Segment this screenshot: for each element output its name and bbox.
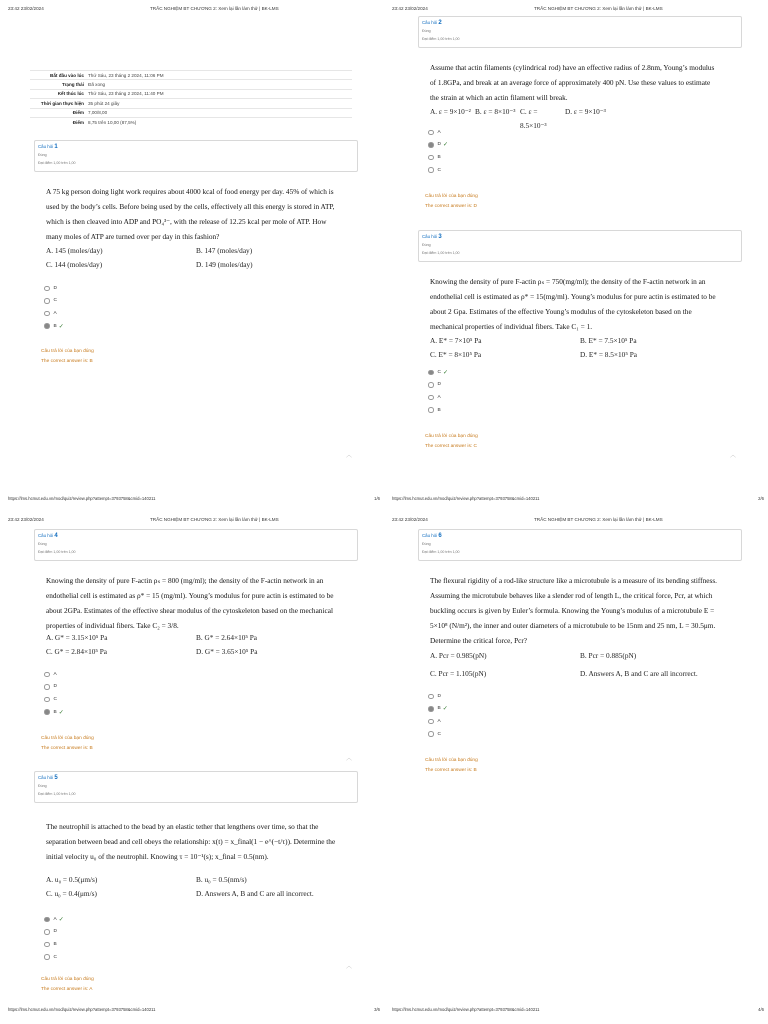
summary-row: Thời gian thực hiện 35 phút 24 giây xyxy=(30,98,352,107)
pdf-page-2 xyxy=(392,4,764,504)
question-text: Assume that actin filaments (cylindrical rod) have an effective radius of 2.8nm, Young’s modulus of 1.8GPa, and break at an average force of approximately 400 pN. Use these values to estimate the strain at which an actin filament will break. xyxy=(430,63,715,102)
answer-radio[interactable]: B ✓ xyxy=(44,320,64,333)
answer-radio[interactable]: B xyxy=(428,404,448,417)
summary-row: Điểm 7,00/8,00 xyxy=(30,108,352,117)
pdf-page-3 xyxy=(8,515,380,1015)
feedback: Câu trả lời của bạn đúng The correct answer is: B xyxy=(41,736,94,751)
page-header xyxy=(8,4,380,16)
chevron-up-icon[interactable]: ︿ xyxy=(730,453,737,459)
print-title: TRẮC NGHIỆM BT CHƯƠNG 2: Xem lại lần làm thử | BK-LMS xyxy=(150,6,279,11)
answer-radio-list xyxy=(428,126,448,176)
chevron-up-icon[interactable]: ︿ xyxy=(346,756,353,762)
chevron-up-icon[interactable]: ︿ xyxy=(346,453,353,459)
answer-radio[interactable]: D ✓ xyxy=(428,139,448,152)
feedback: Câu trả lời của bạn đúng The correct answer is: D xyxy=(425,194,478,209)
feedback: Câu trả lời của bạn đúng The correct answer is: C xyxy=(425,434,478,449)
answer-options: A. u₀ = 0.5(μm/s) B. u₀ = 0.5(nm/s) C. u₀ = 0.4(μm/s) D. Answers A, B and C are all incorrect. xyxy=(46,875,314,898)
page-footer: https://lms.hcmut.edu.vn/mod/quiz/review.php?attempt=3793758&cmid=140211 3/6 xyxy=(8,1007,380,1012)
answer-radio-list xyxy=(428,690,448,740)
answer-radio[interactable]: B xyxy=(428,151,448,164)
question-text: The neutrophil is attached to the bead by an elastic tether that lengthens over time, so that the separation between bead and cell obeys the relationship: x(t) = x_final(1 − e^(−t/τ)). Determine the initial velocity u₀ of the neutrophil. Knowing τ = 10⁻¹(s); x_final = 0.5(nm). xyxy=(46,822,336,861)
answer-radio[interactable]: C ✓ xyxy=(428,366,448,379)
question-info-box: Câu hỏi 4 Đúng Đạt điểm 1,00 trên 1,00 xyxy=(34,529,358,561)
correct-check-icon: ✓ xyxy=(442,369,448,376)
answer-radio[interactable]: C xyxy=(44,951,64,964)
answer-radio[interactable]: D xyxy=(428,379,448,392)
page-footer: https://lms.hcmut.edu.vn/mod/quiz/review.php?attempt=3793758&cmid=140211 1/6 xyxy=(8,496,380,501)
summary-row: Kết thúc lúc Thứ Sáu, 23 tháng 2 2024, 11:40 PM xyxy=(30,89,352,98)
feedback: Câu trả lời của bạn đúng The correct answer is: B xyxy=(41,349,94,364)
correct-check-icon: ✓ xyxy=(58,709,64,716)
question-info-box: Câu hỏi 2 Đúng Đạt điểm 1,00 trên 1,00 xyxy=(418,16,742,48)
chevron-up-icon[interactable]: ︿ xyxy=(346,964,353,970)
answer-radio[interactable]: B xyxy=(44,938,64,951)
answer-options: A. 145 (moles/day) B. 147 (moles/day) C. 144 (moles/day) D. 149 (moles/day) xyxy=(46,246,253,269)
correct-check-icon: ✓ xyxy=(58,916,64,923)
answer-radio[interactable]: B ✓ xyxy=(44,706,64,719)
answer-radio[interactable]: C xyxy=(428,728,448,741)
print-datetime: 23:42 23/02/2024 xyxy=(8,6,44,11)
page-header: 23:42 23/02/2024 TRẮC NGHIỆM BT CHƯƠNG 2: Xem lại lần làm thử | BK-LMS xyxy=(8,517,279,522)
page-header: 23:42 23/02/2024 TRẮC NGHIỆM BT CHƯƠNG 2: Xem lại lần làm thử | BK-LMS xyxy=(392,517,663,522)
answer-radio[interactable]: C xyxy=(44,693,64,706)
answer-radio[interactable]: D xyxy=(44,681,64,694)
answer-radio-list xyxy=(44,282,64,332)
question-text: The flexural rigidity of a rod-like structure like a microtubule is a measure of its bending stiffness. Assuming the microtubule behaves like a slender rod of length L, the critical force, Pcr, at which buckling occurs is given by Euler’s formula. Knowing the Young’s modulus of a microtubule E = 5×10⁸ (N/m²), the inner and outer diameters of a microtubule to be 15nm and 25 nm, L = 30.5μm. Determine the critical force, Pcr? xyxy=(430,576,717,645)
question-text: A 75 kg person doing light work requires about 4000 kcal of food energy per day. 45% of which is used by the body’s cells. Before being used by the cells, effectively all this energy is stored in ATP, which is then cleaved into ADP and PO₄³⁻, with the release of 12.25 kcal per mole of ATP. How many moles of ATP are turned over per day in this fashion? xyxy=(46,187,335,241)
question-info-box: Câu hỏi 5 Đúng Đạt điểm 1,00 trên 1,00 xyxy=(34,771,358,803)
answer-options: A. Pcr = 0.985(pN) B. Pcr = 0.885(pN) C. Pcr = 1.105(pN) D. Answers A, B and C are all incorrect. xyxy=(430,651,698,678)
answer-radio[interactable]: A ✓ xyxy=(44,913,64,926)
answer-radio-list xyxy=(44,668,64,718)
answer-options: A. G* = 3.15×10⁵ Pa B. G* = 2.64×10⁵ Pa C. G* = 2.84×10⁵ Pa D. G* = 3.65×10⁵ Pa xyxy=(46,633,258,656)
feedback: Câu trả lời của bạn đúng The correct answer is: B xyxy=(425,758,478,773)
question-info-box: Câu hỏi 6 Đúng Đạt điểm 1,00 trên 1,00 xyxy=(418,529,742,561)
pdf-page-1 xyxy=(8,4,380,504)
page-header: 23:42 23/02/2024 TRẮC NGHIỆM BT CHƯƠNG 2: Xem lại lần làm thử | BK-LMS xyxy=(392,6,663,11)
answer-radio[interactable]: D xyxy=(44,926,64,939)
answer-radio[interactable]: A xyxy=(428,126,448,139)
answer-radio[interactable]: A xyxy=(44,668,64,681)
question-text: Knowing the density of pure F-actin ρₛ = 750(mg/ml); the density of the F-actin network in an endothelial cell is estimated as ρ* = 15(mg/ml). Young’s modulus for pure actin is estimated to be about 2 Gpa. Estimates of the effective Young’s modulus of the cytoskeleton based on the mechanical properties of individual fibers. Take C₁ = 1. xyxy=(430,277,716,331)
question-text: Knowing the density of pure F-actin ρₛ = 800 (mg/ml); the density of the F-actin network in an endothelial cell is estimated as ρ* = 15 (mg/ml). Young’s modulus for pure actin is estimated to be about 2GPa. Estimates of the effective shear modulus of the cytoskeleton based on the mechanical properties of individual fibers. Take C₂ = 3/8. xyxy=(46,576,334,630)
page-footer: https://lms.hcmut.edu.vn/mod/quiz/review.php?attempt=3793758&cmid=140211 2/6 xyxy=(392,496,764,501)
answer-radio[interactable]: B ✓ xyxy=(428,703,448,716)
page-footer: https://lms.hcmut.edu.vn/mod/quiz/review.php?attempt=3793758&cmid=140211 4/6 xyxy=(392,1007,764,1012)
answer-options: A. E* = 7×10⁵ Pa B. E* = 7.5×10⁵ Pa C. E* = 8×10⁵ Pa D. E* = 8.5×10⁵ Pa xyxy=(430,336,637,359)
answer-radio[interactable]: A xyxy=(428,715,448,728)
pdf-page-4 xyxy=(392,515,764,1015)
answer-options: A. ε = 9×10⁻² B. ε = 8×10⁻³ C. ε = 8.5×10⁻³ D. ε = 9×10⁻³ xyxy=(430,107,606,130)
answer-radio-list xyxy=(44,913,64,963)
feedback: Câu trả lời của bạn đúng The correct answer is: A xyxy=(41,977,94,992)
answer-radio[interactable]: A xyxy=(428,391,448,404)
attempt-summary-table xyxy=(30,70,352,126)
summary-row: Trạng thái Đã xong xyxy=(30,79,352,88)
answer-radio[interactable]: C xyxy=(44,295,64,308)
summary-row: Bắt đầu vào lúc Thứ Sáu, 23 tháng 2 2024, 11:06 PM xyxy=(30,70,352,79)
answer-radio[interactable]: A xyxy=(44,307,64,320)
answer-radio[interactable]: C xyxy=(428,164,448,177)
correct-check-icon: ✓ xyxy=(58,323,64,330)
question-info-box: Câu hỏi 3 Đúng Đạt điểm 1,00 trên 1,00 xyxy=(418,230,742,262)
answer-radio-list xyxy=(428,366,448,416)
answer-radio[interactable]: D xyxy=(428,690,448,703)
summary-row: Điểm 8,75 trên 10,00 (87,5%) xyxy=(30,117,352,126)
answer-radio[interactable]: D xyxy=(44,282,64,295)
correct-check-icon: ✓ xyxy=(442,706,448,713)
question-info-box: Câu hỏi 1 Đúng Đạt điểm 1,00 trên 1,00 xyxy=(34,140,358,172)
correct-check-icon: ✓ xyxy=(442,142,448,149)
